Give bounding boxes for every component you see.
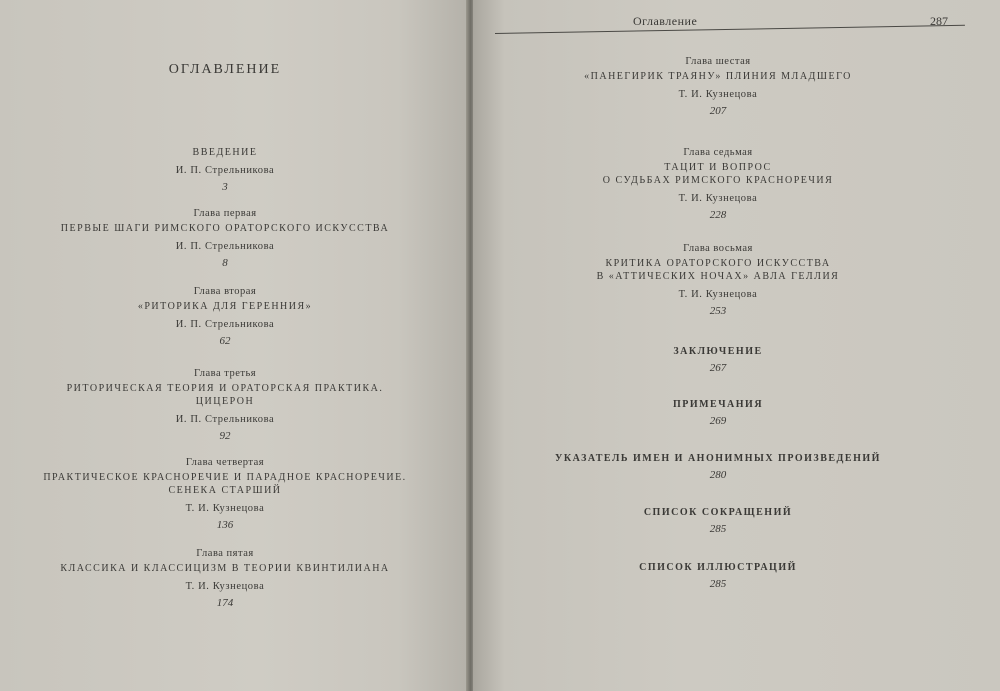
entry-heading-line-2: СЕНЕКА СТАРШИЙ <box>168 485 282 496</box>
entry-heading: РИТОРИЧЕСКАЯ ТЕОРИЯ И ОРАТОРСКАЯ ПРАКТИКА. <box>66 383 384 394</box>
toc-entry-chapter-4 <box>40 456 410 532</box>
toc-entry-chapter-3 <box>40 367 410 443</box>
entry-chapter-label: Глава пятая <box>196 548 254 559</box>
entry-page-number: 280 <box>709 469 727 481</box>
entry-author: Т. И. Кузнецова <box>185 581 265 592</box>
entry-page-number: 62 <box>219 335 231 347</box>
toc-entry-chapter-8 <box>518 242 918 318</box>
entry-heading-line-2: О СУДЬБАХ РИМСКОГО КРАСНОРЕЧИЯ <box>602 175 834 186</box>
entry-heading: ПРАКТИЧЕСКОЕ КРАСНОРЕЧИЕ И ПАРАДНОЕ КРАСНОРЕЧИЕ. <box>43 472 407 483</box>
right-page <box>473 0 1000 691</box>
entry-chapter-label: Глава шестая <box>685 56 751 67</box>
entry-heading: ПЕРВЫЕ ШАГИ РИМСКОГО ОРАТОРСКОГО ИСКУССТВА <box>60 223 390 234</box>
entry-heading: УКАЗАТЕЛЬ ИМЕН И АНОНИМНЫХ ПРОИЗВЕДЕНИЙ <box>555 453 881 464</box>
toc-entry-chapter-6 <box>518 55 918 118</box>
entry-heading: СПИСОК ИЛЛЮСТРАЦИЙ <box>639 562 797 573</box>
entry-chapter-label: Глава восьмая <box>683 243 753 254</box>
toc-entry-illustrations <box>518 561 918 591</box>
entry-page-number: 285 <box>709 523 727 535</box>
page-number: 287 <box>930 14 948 28</box>
entry-heading-line-2: В «АТТИЧЕСКИХ НОЧАХ» АВЛА ГЕЛЛИЯ <box>596 271 840 282</box>
entry-heading: КЛАССИКА И КЛАССИЦИЗМ В ТЕОРИИ КВИНТИЛИАНА <box>60 563 390 574</box>
entry-author: Т. И. Кузнецова <box>678 193 758 204</box>
toc-entry-chapter-7 <box>518 146 918 222</box>
entry-chapter-label: Глава первая <box>193 208 257 219</box>
toc-entry-abbreviations <box>518 506 918 536</box>
toc-entry-chapter-1 <box>40 207 410 270</box>
running-head: Оглавление <box>633 14 698 28</box>
entry-author: Т. И. Кузнецова <box>185 503 265 514</box>
page-title: ОГЛАВЛЕНИЕ <box>168 62 282 77</box>
entry-author: И. П. Стрельникова <box>175 165 275 176</box>
entry-heading: ВВЕДЕНИЕ <box>192 147 258 158</box>
entry-heading: «РИТОРИКА ДЛЯ ГЕРЕННИЯ» <box>137 301 313 312</box>
entry-author: И. П. Стрельникова <box>175 414 275 425</box>
entry-chapter-label: Глава третья <box>193 368 257 379</box>
entry-heading: СПИСОК СОКРАЩЕНИЙ <box>643 507 793 518</box>
entry-page-number: 267 <box>709 362 727 374</box>
entry-page-number: 228 <box>709 209 727 221</box>
header-rule <box>495 25 965 34</box>
entry-heading-line-2: ЦИЦЕРОН <box>195 396 255 407</box>
entry-author: Т. И. Кузнецова <box>678 89 758 100</box>
entry-author: И. П. Стрельникова <box>175 319 275 330</box>
entry-page-number: 3 <box>222 181 228 193</box>
left-page <box>0 0 468 691</box>
toc-entry-index <box>518 452 918 482</box>
entry-heading: КРИТИКА ОРАТОРСКОГО ИСКУССТВА <box>605 258 831 269</box>
entry-chapter-label: Глава вторая <box>193 286 257 297</box>
entry-author: И. П. Стрельникова <box>175 241 275 252</box>
toc-entry-chapter-5 <box>40 547 410 610</box>
entry-page-number: 207 <box>709 105 727 117</box>
entry-heading: ТАЦИТ И ВОПРОС <box>664 162 772 173</box>
toc-entry-chapter-2 <box>40 285 410 348</box>
entry-page-number: 92 <box>219 430 231 442</box>
entry-page-number: 174 <box>216 597 234 609</box>
entry-page-number: 8 <box>222 257 228 269</box>
entry-page-number: 253 <box>709 305 727 317</box>
entry-heading: ПРИМЕЧАНИЯ <box>672 399 764 410</box>
entry-heading: «ПАНЕГИРИК ТРАЯНУ» ПЛИНИЯ МЛАДШЕГО <box>584 71 852 82</box>
toc-entry-introduction <box>40 146 410 194</box>
entry-page-number: 269 <box>709 415 727 427</box>
entry-page-number: 136 <box>216 519 234 531</box>
entry-chapter-label: Глава четвертая <box>185 457 265 468</box>
entry-heading: ЗАКЛЮЧЕНИЕ <box>673 346 763 357</box>
toc-entry-notes <box>518 398 918 428</box>
entry-page-number: 285 <box>709 578 727 590</box>
toc-entry-conclusion <box>518 345 918 375</box>
entry-chapter-label: Глава седьмая <box>683 147 753 158</box>
entry-author: Т. И. Кузнецова <box>678 289 758 300</box>
